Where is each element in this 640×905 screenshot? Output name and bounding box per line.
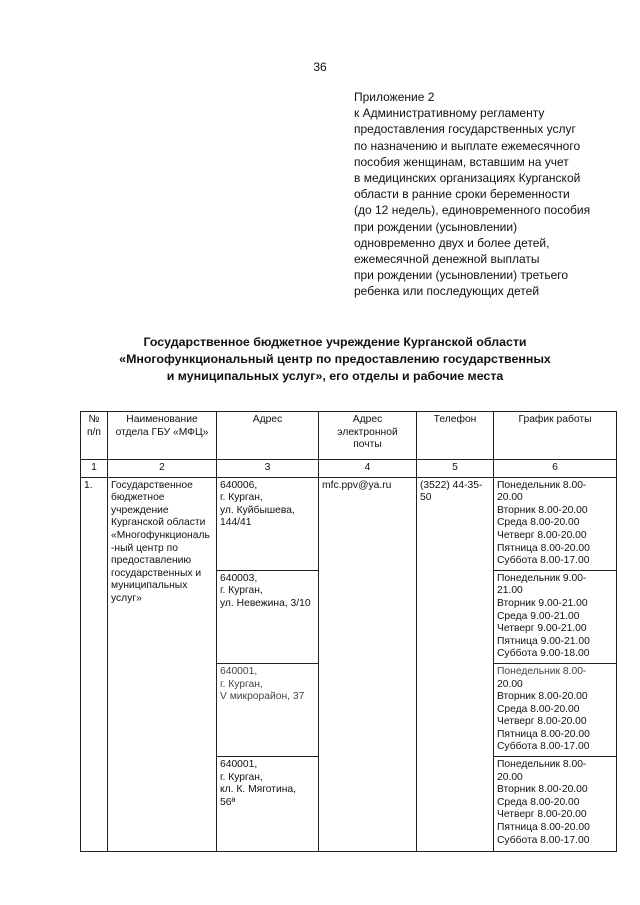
appendix-line: при рождении (усыновлении) третьего [354,268,569,283]
email-address: mfc.ppv@ya.ru [322,479,392,491]
schedule-line: Вторник 8.00-20.00 [497,691,588,703]
schedule-line: Пятница 8.00-20.00 [497,728,590,740]
address-line: 640006, [220,479,258,491]
schedule-line: Понедельник 8.00- [497,759,587,771]
name-line: услуг» [111,592,142,604]
appendix-note [354,89,624,300]
schedule-line: Понедельник 8.00- [497,665,587,677]
address-line: V микрорайон, 37 [220,691,305,703]
title-line: Государственное бюджетное учреждение Курганской области [143,335,527,349]
name-line: предоставлению [111,555,192,567]
appendix-line: ребенка или последующих детей [354,284,540,299]
address-line: г. Курган, [220,492,263,504]
address-cell [217,570,319,663]
schedule-line: 20.00 [497,771,523,783]
name-line: Курганской области [111,517,206,529]
header-text: Телефон [433,414,477,425]
address-line: ул. Куйбышева, [220,504,295,516]
schedule-cell [494,570,617,663]
header-text: электронной [337,426,398,438]
header-name [108,412,217,460]
header-text: График работы [518,414,592,425]
office-name [108,477,217,851]
email-cell [319,477,417,851]
header-text: почты [353,439,382,451]
name-line: Государственное [111,479,193,491]
name-line: бюджетное [111,492,165,504]
appendix-line: к Административному регламенту [354,106,545,121]
column-number: 4 [319,460,417,478]
appendix-line: по назначению и выплате ежемесячного [354,138,581,153]
phone-line: 50 [420,492,432,504]
address-line: г. Курган, [220,771,263,783]
header-text: Адрес [352,414,383,425]
schedule-line: Вторник 9.00-21.00 [497,597,588,609]
address-line: кл. К. Мяготина, [220,784,296,796]
appendix-line: Приложение 2 [354,90,435,104]
address-line: 640001, [220,665,258,677]
schedule-cell [494,477,617,570]
schedule-line: Суббота 8.00-17.00 [497,555,590,567]
schedule-line: Суббота 8.00-17.00 [497,834,590,846]
header-text: № [88,414,100,425]
title-line: и муниципальных услуг», его отделы и рабочие места [166,369,504,383]
schedule-line: Среда 8.00-20.00 [497,703,580,715]
schedule-line: Четверг 8.00-20.00 [497,529,587,541]
appendix-line: области в ранние сроки беременности [354,187,570,202]
appendix-line: предоставления государственных услуг [354,122,576,137]
schedule-line: 20.00 [497,678,523,690]
name-line: муниципальных [111,580,188,592]
column-number: 6 [494,460,617,478]
address-line: г. Курган, [220,585,263,597]
address-line: 56ª [220,796,236,808]
page-number: 36 [313,60,327,74]
address-line: г. Курган, [220,678,263,690]
table-row [81,477,617,570]
address-cell [217,477,319,570]
appendix-line: (до 12 недель), единовременного пособия [354,203,591,218]
header-address [217,412,319,460]
address-cell [217,757,319,852]
name-line: учреждение [111,504,169,516]
offices-table [80,411,617,852]
name-line: государственных и [111,567,202,579]
schedule-line: Пятница 8.00-20.00 [497,822,590,834]
header-text: п/п [86,426,101,438]
schedule-line: Среда 8.00-20.00 [497,796,580,808]
phone-cell [417,477,494,851]
schedule-line: Пятница 9.00-21.00 [497,635,590,647]
header-text: отдела ГБУ «МФЦ» [115,426,209,438]
title-line: «Многофункциональный центр по предоставлению государственных [119,352,551,366]
schedule-cell [494,757,617,852]
schedule-line: 20.00 [497,492,523,504]
schedule-line: Понедельник 9.00- [497,572,587,584]
header-phone [417,412,494,460]
schedule-line: 21.00 [497,585,523,597]
column-number: 3 [217,460,319,478]
document-title [60,334,610,385]
column-number: 5 [417,460,494,478]
schedule-line: Четверг 8.00-20.00 [497,716,587,728]
header-text: Наименование [126,414,198,425]
phone-line: (3522) 44-35- [420,479,483,491]
schedule-line: Среда 9.00-21.00 [497,610,580,622]
schedule-line: Пятница 8.00-20.00 [497,542,590,554]
address-line: 640003, [220,572,258,584]
column-number-row [81,460,617,478]
header-schedule [494,412,617,460]
header-email [319,412,417,460]
column-number: 2 [108,460,217,478]
address-line: ул. Невежина, 3/10 [220,597,311,609]
name-line: «Многофункциональ [111,529,210,541]
schedule-line: Вторник 8.00-20.00 [497,504,588,516]
address-line: 640001, [220,759,258,771]
schedule-line: Четверг 9.00-21.00 [497,623,587,635]
address-cell [217,663,319,756]
appendix-line: пособия женщинам, вставшим на учет [354,154,569,169]
schedule-cell [494,663,617,756]
appendix-line: в медицинских организациях Курганской [354,171,581,186]
schedule-line: Суббота 8.00-17.00 [497,741,590,753]
header-text: Адрес [252,414,283,425]
appendix-line: при рождении (усыновлении) [354,219,518,234]
header-num [81,412,108,460]
appendix-line: одновременно двух и более детей, [354,235,550,250]
name-line: -ный центр по [111,542,178,554]
address-line: 144/41 [220,517,252,529]
table-header-row [81,412,617,460]
schedule-line: Понедельник 8.00- [497,479,587,491]
row-num: 1. [81,477,108,851]
schedule-line: Четверг 8.00-20.00 [497,809,587,821]
schedule-line: Вторник 8.00-20.00 [497,784,588,796]
column-number: 1 [81,460,108,478]
appendix-line: ежемесячной денежной выплаты [354,252,540,267]
schedule-line: Суббота 9.00-18.00 [497,648,590,660]
schedule-line: Среда 8.00-20.00 [497,517,580,529]
